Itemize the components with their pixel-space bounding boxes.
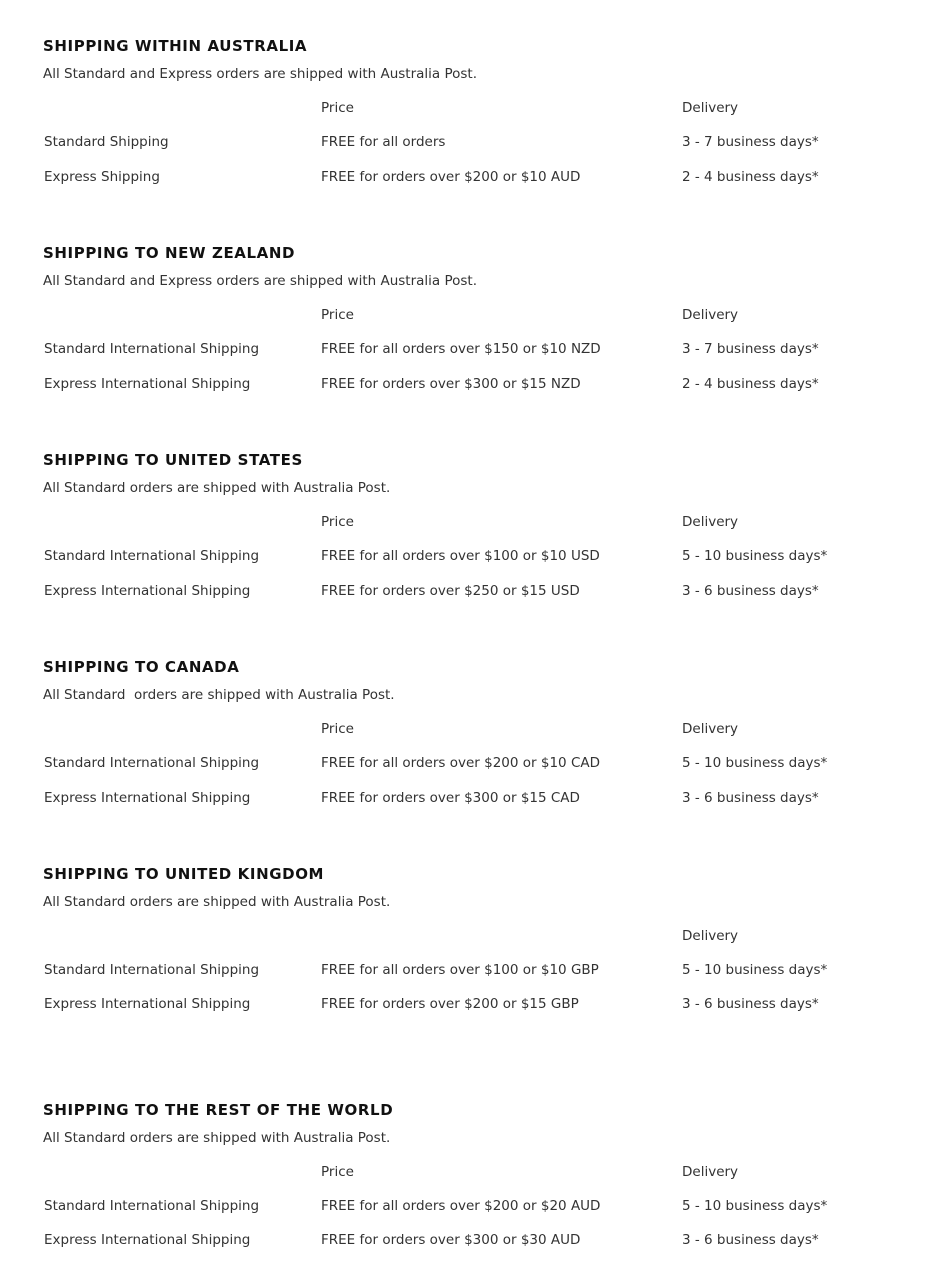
table-header-row xyxy=(0,307,941,327)
delivery-time: 5 - 10 business days* xyxy=(682,962,828,978)
delivery-column-header: Delivery xyxy=(682,721,739,737)
delivery-column-header: Delivery xyxy=(682,307,739,323)
section-title: SHIPPING TO THE REST OF THE WORLD xyxy=(43,1101,394,1119)
shipping-price: FREE for all orders over $200 or $10 CAD xyxy=(321,755,600,771)
table-row xyxy=(0,996,941,1016)
price-column-header: Price xyxy=(321,514,354,530)
section-title: SHIPPING TO UNITED KINGDOM xyxy=(43,865,325,883)
delivery-time: 3 - 6 business days* xyxy=(682,790,819,806)
shipping-price: FREE for orders over $200 or $15 GBP xyxy=(321,996,579,1012)
shipping-price: FREE for all orders over $200 or $20 AUD xyxy=(321,1198,601,1214)
price-column-header: Price xyxy=(321,721,354,737)
table-row xyxy=(0,548,941,568)
delivery-column-header: Delivery xyxy=(682,1164,739,1180)
table-row xyxy=(0,1198,941,1218)
delivery-time: 2 - 4 business days* xyxy=(682,169,819,185)
price-column-header: Price xyxy=(321,100,354,116)
shipping-price: FREE for orders over $300 or $15 NZD xyxy=(321,376,581,392)
price-column-header: Price xyxy=(321,307,354,323)
shipping-price: FREE for orders over $300 or $15 CAD xyxy=(321,790,580,806)
shipping-method: Standard International Shipping xyxy=(44,962,260,978)
section-title: SHIPPING TO UNITED STATES xyxy=(43,451,303,469)
table-header-row xyxy=(0,928,941,948)
shipping-price: FREE for all orders over $150 or $10 NZD xyxy=(321,341,601,357)
shipping-price: FREE for all orders over $100 or $10 USD xyxy=(321,548,600,564)
table-row xyxy=(0,134,941,154)
section-title: SHIPPING TO NEW ZEALAND xyxy=(43,244,296,262)
delivery-column-header: Delivery xyxy=(682,928,739,944)
section-subtitle: All Standard orders are shipped with Australia Post. xyxy=(43,894,391,910)
delivery-time: 5 - 10 business days* xyxy=(682,755,828,771)
shipping-price: FREE for orders over $200 or $10 AUD xyxy=(321,169,581,185)
section-title: SHIPPING TO CANADA xyxy=(43,658,240,676)
shipping-method: Express International Shipping xyxy=(44,583,251,599)
table-row xyxy=(0,169,941,189)
shipping-method: Standard International Shipping xyxy=(44,548,260,564)
shipping-method: Express International Shipping xyxy=(44,1232,251,1248)
section-subtitle: All Standard orders are shipped with Australia Post. xyxy=(43,687,395,703)
shipping-method: Standard International Shipping xyxy=(44,755,260,771)
table-row xyxy=(0,341,941,361)
section-subtitle: All Standard orders are shipped with Australia Post. xyxy=(43,1130,391,1146)
shipping-method: Express International Shipping xyxy=(44,376,251,392)
delivery-time: 3 - 6 business days* xyxy=(682,1232,819,1248)
price-column-header: Price xyxy=(321,1164,354,1180)
shipping-method: Express International Shipping xyxy=(44,996,251,1012)
table-row xyxy=(0,376,941,396)
table-row xyxy=(0,790,941,810)
table-header-row xyxy=(0,514,941,534)
shipping-method: Standard International Shipping xyxy=(44,1198,260,1214)
delivery-time: 2 - 4 business days* xyxy=(682,376,819,392)
shipping-price: FREE for orders over $250 or $15 USD xyxy=(321,583,580,599)
shipping-method: Express International Shipping xyxy=(44,790,251,806)
section-subtitle: All Standard orders are shipped with Australia Post. xyxy=(43,480,391,496)
delivery-time: 5 - 10 business days* xyxy=(682,1198,828,1214)
table-row xyxy=(0,962,941,982)
delivery-time: 3 - 6 business days* xyxy=(682,583,819,599)
table-header-row xyxy=(0,1164,941,1184)
table-header-row xyxy=(0,100,941,120)
shipping-price: FREE for all orders xyxy=(321,134,446,150)
table-row xyxy=(0,755,941,775)
section-subtitle: All Standard and Express orders are shipped with Australia Post. xyxy=(43,273,477,289)
shipping-price: FREE for orders over $300 or $30 AUD xyxy=(321,1232,581,1248)
shipping-method: Standard International Shipping xyxy=(44,341,260,357)
delivery-time: 3 - 6 business days* xyxy=(682,996,819,1012)
delivery-time: 3 - 7 business days* xyxy=(682,134,819,150)
delivery-time: 3 - 7 business days* xyxy=(682,341,819,357)
shipping-method: Standard Shipping xyxy=(44,134,169,150)
table-header-row xyxy=(0,721,941,741)
table-row xyxy=(0,1232,941,1252)
delivery-column-header: Delivery xyxy=(682,100,739,116)
shipping-price: FREE for all orders over $100 or $10 GBP xyxy=(321,962,599,978)
delivery-time: 5 - 10 business days* xyxy=(682,548,828,564)
table-row xyxy=(0,583,941,603)
section-subtitle: All Standard and Express orders are shipped with Australia Post. xyxy=(43,66,477,82)
section-title: SHIPPING WITHIN AUSTRALIA xyxy=(43,37,308,55)
shipping-method: Express Shipping xyxy=(44,169,160,185)
delivery-column-header: Delivery xyxy=(682,514,739,530)
